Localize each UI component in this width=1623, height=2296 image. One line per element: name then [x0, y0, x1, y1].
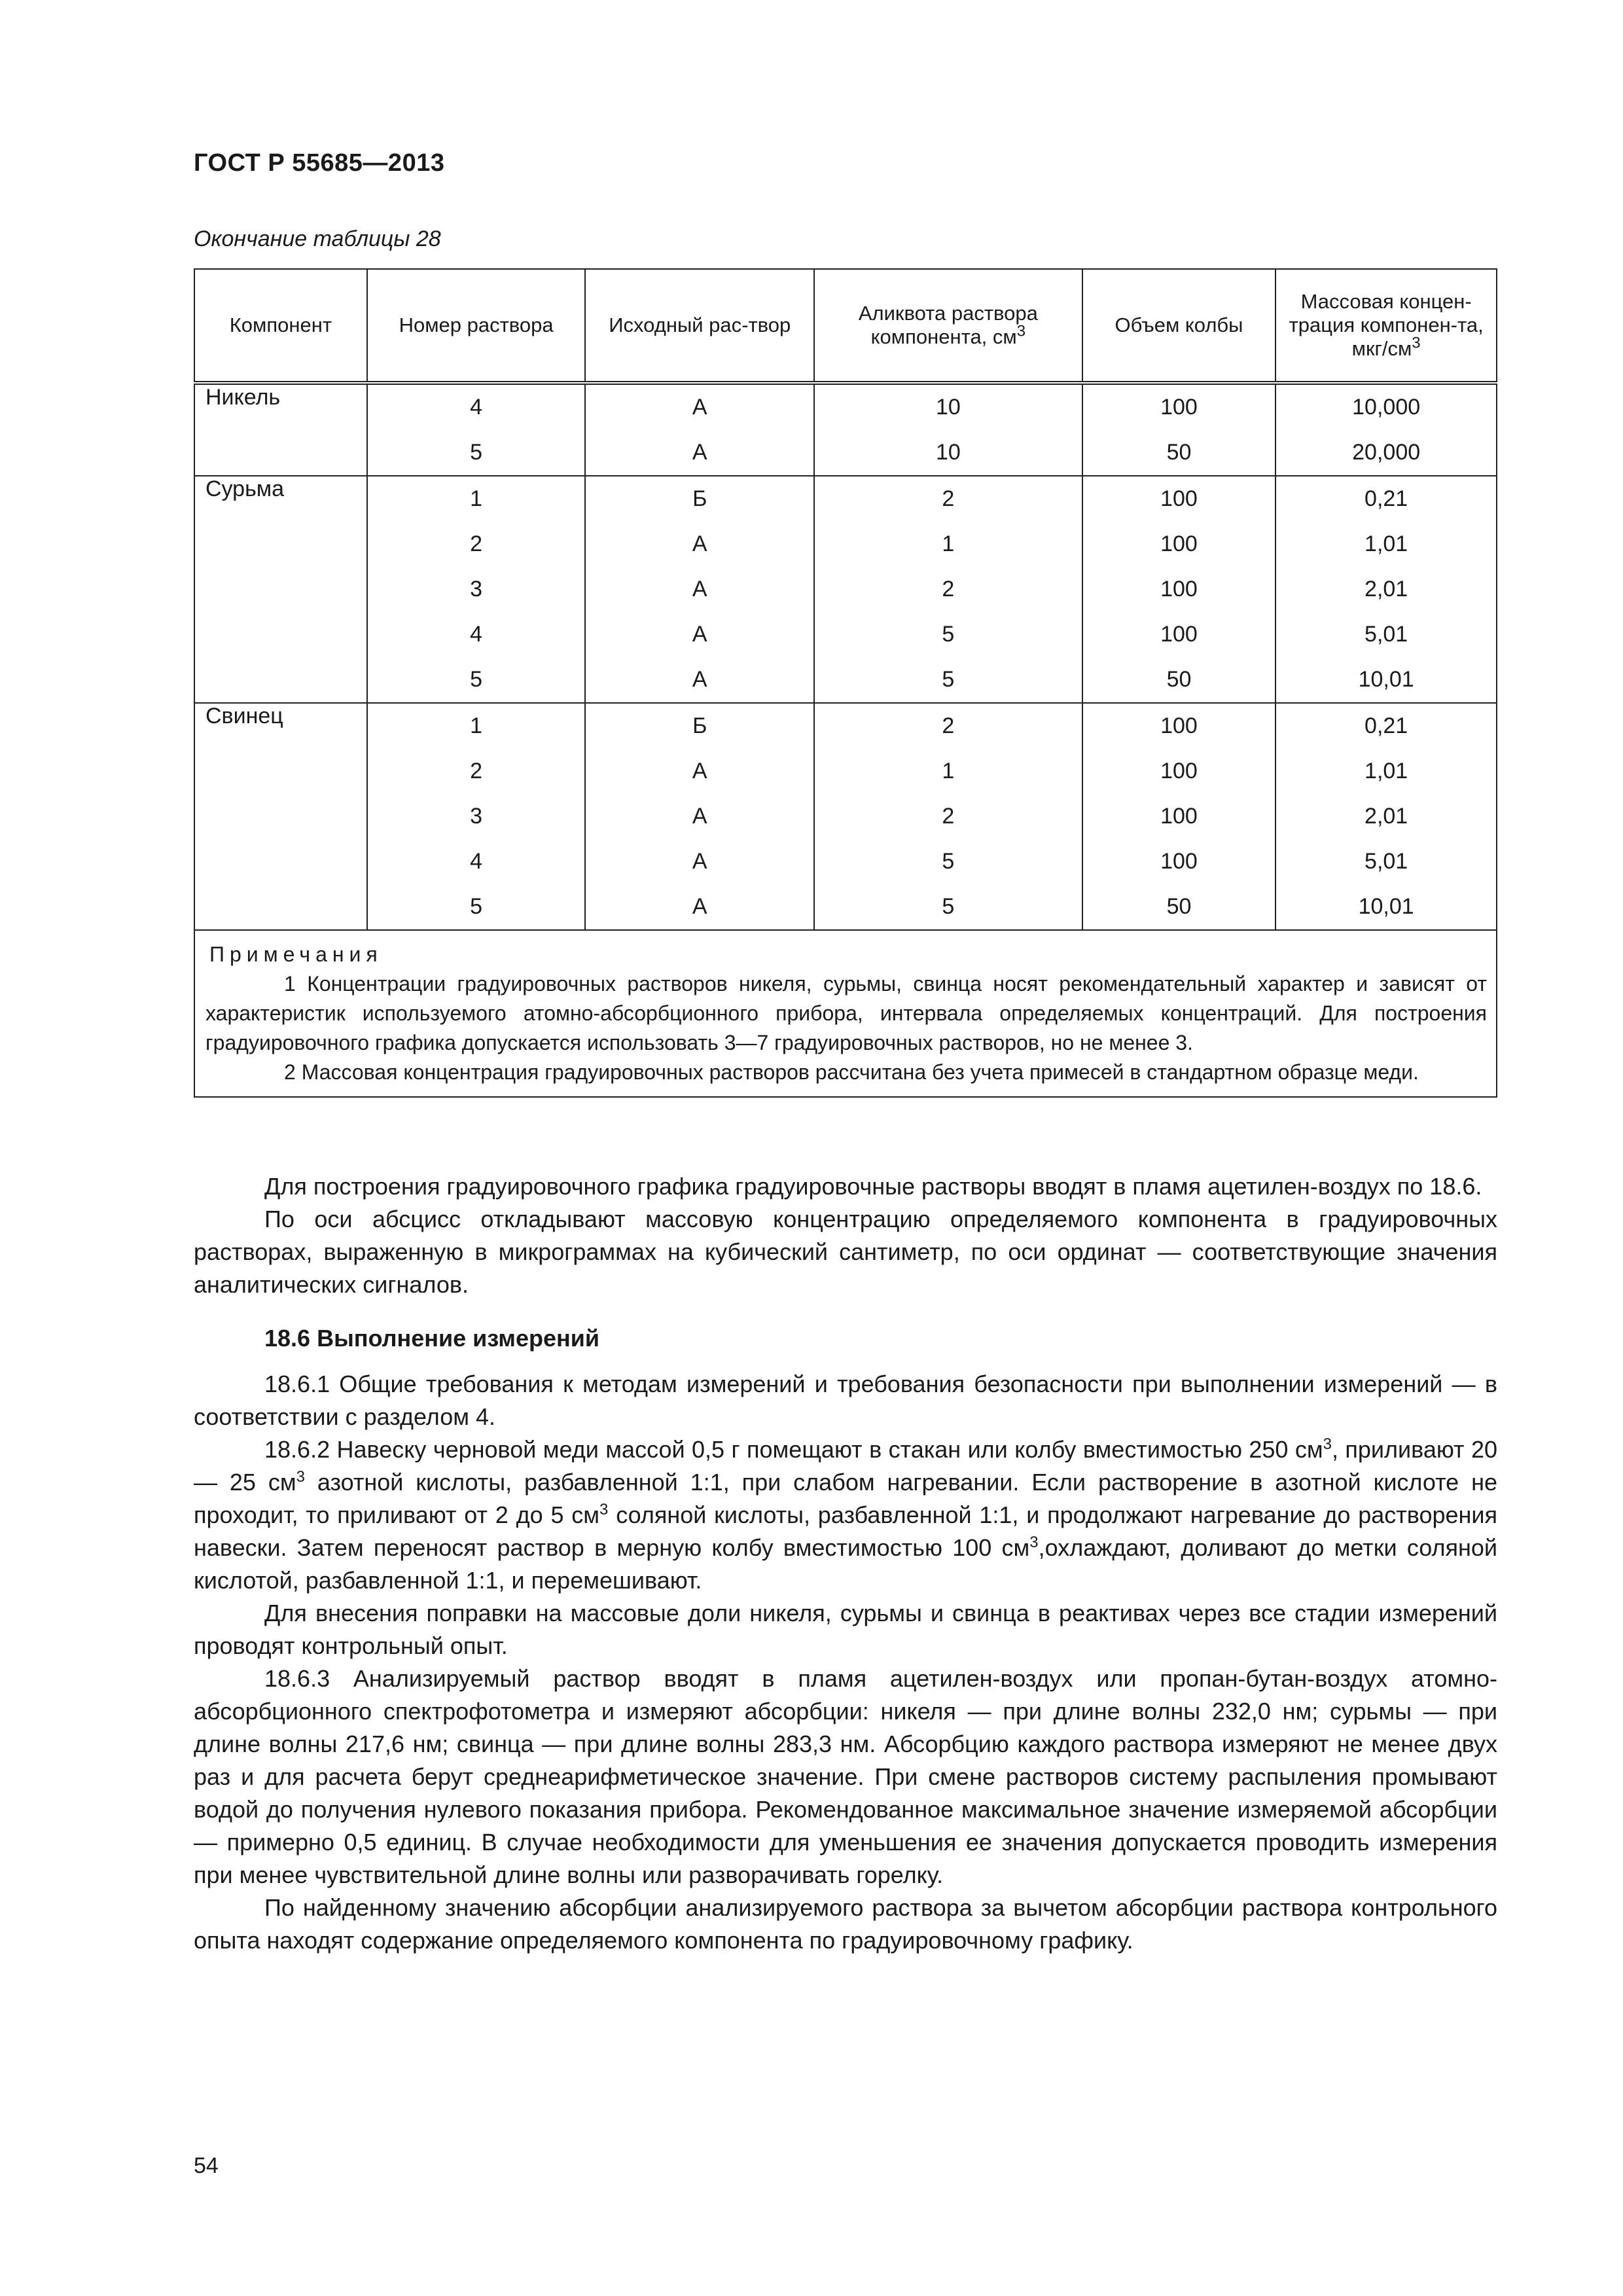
- cell-source-solution: А: [585, 839, 814, 884]
- col-header-component: Компонент: [194, 269, 367, 383]
- table-row: [194, 567, 1497, 612]
- col-header-flask-volume: Объем колбы: [1082, 269, 1276, 383]
- cell-source-solution: А: [585, 430, 814, 476]
- cell-source-solution: А: [585, 657, 814, 703]
- cell-component: Никель: [194, 383, 367, 430]
- table-notes: [194, 930, 1497, 1097]
- cell-component: [194, 567, 367, 612]
- table-row: [194, 430, 1497, 476]
- cell-flask-volume: 100: [1082, 794, 1276, 839]
- table-row: [194, 383, 1497, 430]
- cell-component: [194, 749, 367, 794]
- paragraph: 18.6.1 Общие требования к методам измерений и требования безопасности при выполнении измерений — в соответствии с разделом 4.: [194, 1371, 1497, 1430]
- table-row: [194, 476, 1497, 522]
- page-number: 54: [194, 2153, 219, 2178]
- cell-mass-concentration: 10,01: [1275, 657, 1497, 703]
- cell-aliquot: 10: [814, 430, 1082, 476]
- cell-component: [194, 884, 367, 930]
- cell-component: [194, 430, 367, 476]
- notes-title: Примечания: [209, 942, 383, 966]
- cell-flask-volume: 50: [1082, 884, 1276, 930]
- cell-flask-volume: 100: [1082, 749, 1276, 794]
- cell-solution-number: 1: [367, 703, 586, 749]
- cell-mass-concentration: 10,01: [1275, 884, 1497, 930]
- table-body: [194, 383, 1497, 930]
- paragraph: По оси абсцисс откладывают массовую концентрацию определяемого компонента в градуировочных растворах, выраженную в микрограммах на кубический сантиметр, по оси ординат — соответствующие значения аналитических сигналов.: [194, 1206, 1497, 1298]
- section-heading: 18.6 Выполнение измерений: [264, 1325, 599, 1352]
- cell-component: Свинец: [194, 703, 367, 749]
- cell-mass-concentration: 1,01: [1275, 522, 1497, 567]
- col-header-mass-concentration: Массовая концен-трация компонен-та, мкг/$см^3$: [1275, 269, 1497, 383]
- cell-solution-number: 3: [367, 794, 586, 839]
- cell-solution-number: 1: [367, 476, 586, 522]
- table-row: [194, 703, 1497, 749]
- cell-flask-volume: 100: [1082, 612, 1276, 657]
- cell-aliquot: 10: [814, 383, 1082, 430]
- table-row: [194, 612, 1497, 657]
- cell-component: [194, 657, 367, 703]
- table-row: [194, 839, 1497, 884]
- cell-component: [194, 839, 367, 884]
- cell-mass-concentration: 10,000: [1275, 383, 1497, 430]
- table-header-row: [194, 269, 1497, 383]
- cell-aliquot: 1: [814, 522, 1082, 567]
- table-row: [194, 522, 1497, 567]
- col-header-aliquot: Аликвота раствора компонента, $см^3$: [814, 269, 1082, 383]
- cell-source-solution: А: [585, 794, 814, 839]
- cell-mass-concentration: 2,01: [1275, 794, 1497, 839]
- cell-solution-number: 5: [367, 657, 586, 703]
- cell-flask-volume: 100: [1082, 383, 1276, 430]
- cell-mass-concentration: 2,01: [1275, 567, 1497, 612]
- paragraph: Для внесения поправки на массовые доли никеля, сурьмы и свинца в реактивах через все стадии измерений проводят контрольный опыт.: [194, 1600, 1497, 1659]
- cell-flask-volume: 100: [1082, 476, 1276, 522]
- cell-mass-concentration: 0,21: [1275, 476, 1497, 522]
- cell-aliquot: 2: [814, 567, 1082, 612]
- cell-solution-number: 5: [367, 884, 586, 930]
- cell-mass-concentration: 5,01: [1275, 839, 1497, 884]
- cell-mass-concentration: 1,01: [1275, 749, 1497, 794]
- cell-source-solution: А: [585, 522, 814, 567]
- col-header-solution-number: Номер раствора: [367, 269, 586, 383]
- cell-aliquot: 2: [814, 476, 1082, 522]
- cell-solution-number: 2: [367, 749, 586, 794]
- concentration-table: [194, 268, 1497, 1098]
- cell-source-solution: А: [585, 884, 814, 930]
- cell-flask-volume: 100: [1082, 567, 1276, 612]
- table-notes-row: [194, 930, 1497, 1097]
- cell-source-solution: Б: [585, 476, 814, 522]
- cell-flask-volume: 50: [1082, 657, 1276, 703]
- cell-flask-volume: 50: [1082, 430, 1276, 476]
- paragraph: 18.6.2 Навеску черновой меди массой 0,5 г помещают в стакан или колбу вместимостью 250 $см^3$, приливают 20 — 25 $см^3$ азотной кислоты, разбавленной 1:1, при слабом нагревании. Если растворение в азотной кислоте не проходит, то приливают от 2 до 5 $см^3$ соляной кислоты, разбавленной 1:1, и продолжают нагревание до растворения навески. Затем переносят раствор в мерную колбу вместимостью 100 $см^3,охлаждают$, доливают до метки соляной кислотой, разбавленной 1:1, и перемешивают.: [194, 1435, 1498, 1594]
- col-header-source-solution: Исходный рас-твор: [585, 269, 814, 383]
- cell-solution-number: 4: [367, 612, 586, 657]
- cell-aliquot: 5: [814, 612, 1082, 657]
- cell-mass-concentration: 20,000: [1275, 430, 1497, 476]
- note-2: 2 Массовая концентрация градуировочных растворов рассчитана без учета примесей в стандартном образце меди.: [284, 1060, 1419, 1084]
- paragraph: 18.6.3 Анализируемый раствор вводят в пламя ацетилен-воздух или пропан-бутан-воздух атомно-абсорбционного спектрофотометра и измеряют абсорбции: никеля — при длине волны 232,0 нм; сурьмы — при длине волны 217,6 нм; свинца — при длине волны 283,3 нм. Абсорбцию каждого раствора измеряют не менее двух раз и для расчета берут среднеарифметическое значение. При смене растворов систему распыления промывают водой до получения нулевого показания прибора. Рекомендованное максимальное значение измеряемой абсорбции — примерно 0,5 единиц. В случае необходимости для уменьшения ее значения допускается проводить измерения при менее чувствительной длине волны или разворачивать горелку.: [194, 1665, 1497, 1888]
- paragraph: По найденному значению абсорбции анализируемого раствора за вычетом абсорбции раствора контрольного опыта находят содержание определяемого компонента по градуировочному графику.: [194, 1894, 1497, 1954]
- cell-component: Сурьма: [194, 476, 367, 522]
- cell-mass-concentration: 0,21: [1275, 703, 1497, 749]
- cell-solution-number: 4: [367, 839, 586, 884]
- table-caption: Окончание таблицы 28: [194, 226, 441, 251]
- paragraph: Для построения градуировочного графика градуировочные растворы вводят в пламя ацетилен-воздух по 18.6.: [264, 1173, 1482, 1200]
- cell-component: [194, 794, 367, 839]
- cell-source-solution: А: [585, 383, 814, 430]
- cell-aliquot: 5: [814, 839, 1082, 884]
- body-text: [194, 1170, 1497, 1957]
- cell-aliquot: 1: [814, 749, 1082, 794]
- cell-component: [194, 612, 367, 657]
- cell-solution-number: 2: [367, 522, 586, 567]
- document-code: ГОСТ Р 55685—2013: [194, 149, 445, 177]
- cell-flask-volume: 100: [1082, 522, 1276, 567]
- cell-source-solution: А: [585, 567, 814, 612]
- cell-solution-number: 3: [367, 567, 586, 612]
- note-1: 1 Концентрации градуировочных растворов никеля, сурьмы, свинца носят рекомендательный характер и зависят от характеристик используемого атомно-абсорбционного прибора, интервала определяемых концентраций. Для построения градуировочного графика допускается использовать 3—7 градуировочных растворов, но не менее 3.: [205, 972, 1487, 1054]
- table-row: [194, 657, 1497, 703]
- cell-aliquot: 2: [814, 703, 1082, 749]
- cell-aliquot: 5: [814, 657, 1082, 703]
- cell-source-solution: А: [585, 749, 814, 794]
- cell-aliquot: 5: [814, 884, 1082, 930]
- cell-aliquot: 2: [814, 794, 1082, 839]
- cell-solution-number: 5: [367, 430, 586, 476]
- cell-component: [194, 522, 367, 567]
- table-row: [194, 749, 1497, 794]
- table-row: [194, 884, 1497, 930]
- cell-flask-volume: 100: [1082, 839, 1276, 884]
- cell-solution-number: 4: [367, 383, 586, 430]
- cell-mass-concentration: 5,01: [1275, 612, 1497, 657]
- table-row: [194, 794, 1497, 839]
- cell-source-solution: А: [585, 612, 814, 657]
- cell-source-solution: Б: [585, 703, 814, 749]
- cell-flask-volume: 100: [1082, 703, 1276, 749]
